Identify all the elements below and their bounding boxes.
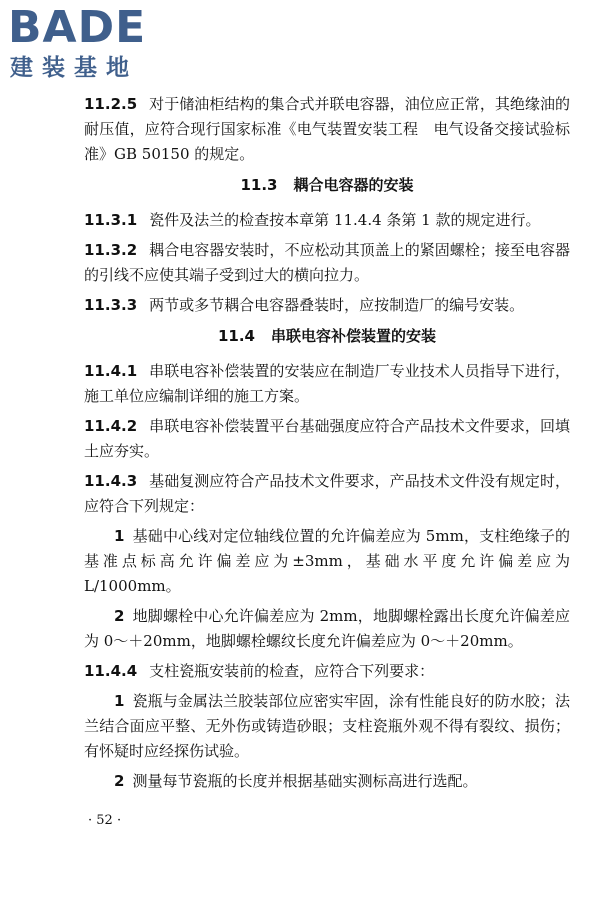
item-number: 1 [114, 527, 125, 545]
item-number: 2 [114, 772, 125, 790]
item-text: 基础中心线对定位轴线位置的允许偏差应为 5mm，支柱绝缘子的基准点标高允许偏差应为±3mm，基础水平度允许偏差应为 L/1000mm。 [84, 527, 570, 595]
clause-text: 支柱瓷瓶安装前的检查，应符合下列要求： [149, 662, 435, 680]
clause-item [84, 769, 570, 794]
clause-text: 瓷件及法兰的检查按本章第 11.4.4 条第 1 款的规定进行。 [149, 211, 541, 229]
clause-11-4-4 [84, 659, 570, 684]
item-text: 瓷瓶与金属法兰胶装部位应密实牢固，涂有性能良好的防水胶；法兰结合面应平整、无外伤或铸造砂眼；支柱瓷瓶外观不得有裂纹、损伤；有怀疑时应经探伤试验。 [84, 692, 570, 760]
clause-text: 串联电容补偿装置的安装应在制造厂专业技术人员指导下进行，施工单位应编制详细的施工方案。 [84, 362, 570, 405]
clause-11-4-2 [84, 414, 570, 464]
page-number: · 52 · [88, 813, 122, 828]
clause-11-3-3 [84, 293, 570, 318]
section-title: 串联电容补偿装置的安装 [271, 327, 437, 345]
clause-number: 11.4.4 [84, 662, 138, 680]
clause-number: 11.4.1 [84, 362, 138, 380]
clause-text: 耦合电容器安装时，不应松动其顶盖上的紧固螺栓；接至电容器的引线不应使其端子受到过大的横向拉力。 [84, 241, 570, 284]
item-text: 测量每节瓷瓶的长度并根据基础实测标高进行选配。 [132, 772, 478, 790]
section-number: 11.3 [240, 176, 278, 194]
clause-number: 11.3.3 [84, 296, 138, 314]
clause-number: 11.2.5 [84, 95, 138, 113]
clause-11-4-1 [84, 359, 570, 409]
clause-item [84, 689, 570, 764]
item-text: 地脚螺栓中心允许偏差应为 2mm，地脚螺栓露出长度允许偏差应为 0～＋20mm，地脚螺栓螺纹长度允许偏差应为 0～＋20mm。 [84, 607, 570, 650]
clause-number: 11.3.2 [84, 241, 138, 259]
clause-item [84, 524, 570, 599]
clause-text: 串联电容补偿装置平台基础强度应符合产品技术文件要求，回填土应夯实。 [84, 417, 570, 460]
section-number: 11.4 [217, 327, 255, 345]
clause-text: 两节或多节耦合电容器叠装时，应按制造厂的编号安装。 [149, 296, 525, 314]
clause-11-3-2 [84, 238, 570, 288]
clause-text: 对于储油柜结构的集合式并联电容器，油位应正常，其绝缘油的耐压值，应符合现行国家标准《电气装置安装工程 电气设备交接试验标准》GB 50150 的规定。 [84, 95, 570, 163]
section-title: 耦合电容器的安装 [293, 176, 414, 194]
clause-item [84, 604, 570, 654]
clause-number: 11.3.1 [84, 211, 138, 229]
section-heading-11-4 [84, 324, 570, 349]
item-number: 2 [114, 607, 125, 625]
clause-number: 11.4.3 [84, 472, 138, 490]
section-heading-11-3 [84, 173, 570, 198]
item-number: 1 [114, 692, 125, 710]
clause-11-4-3 [84, 469, 570, 519]
clause-number: 11.4.2 [84, 417, 138, 435]
clause-11-3-1 [84, 208, 570, 233]
document-body [84, 92, 570, 799]
logo-wordmark: BADE [8, 2, 147, 53]
logo-chinese-text: 建装基地 [10, 55, 138, 81]
bade-logo [8, 4, 178, 84]
clause-11-2-5 [84, 92, 570, 167]
clause-text: 基础复测应符合产品技术文件要求，产品技术文件没有规定时，应符合下列规定： [84, 472, 570, 515]
